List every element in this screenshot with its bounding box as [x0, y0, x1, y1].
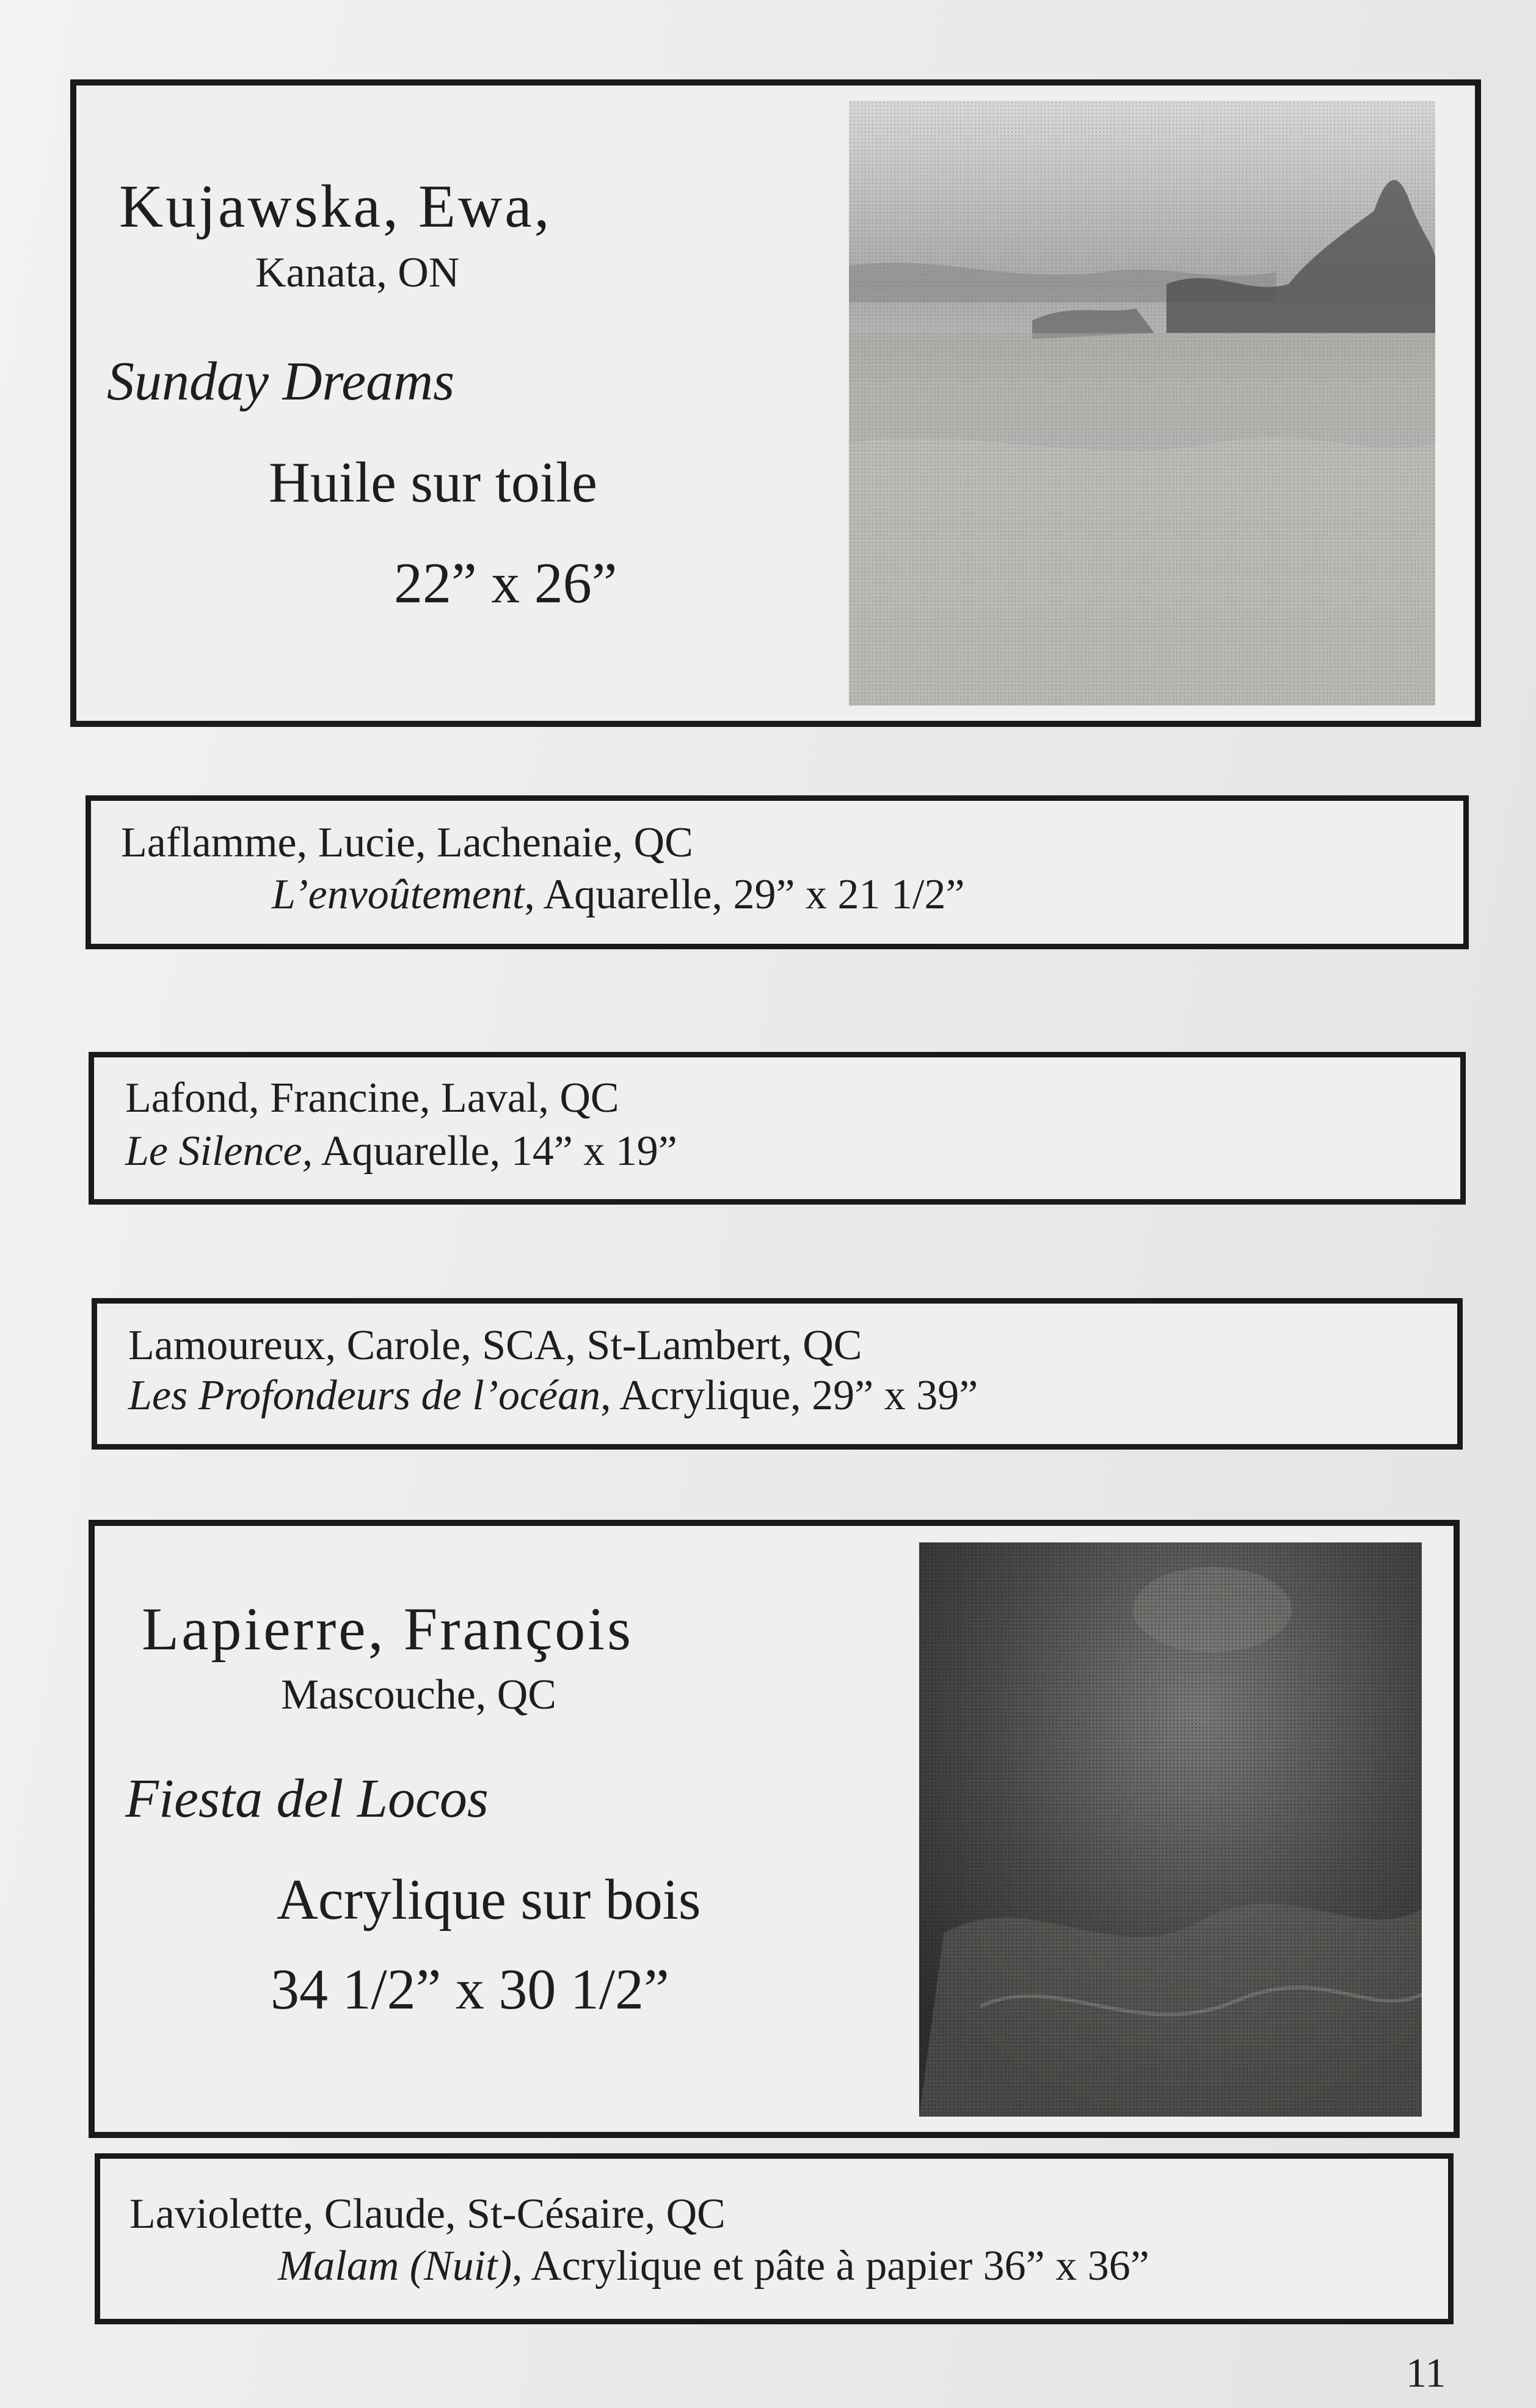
artist-line: Laflamme, Lucie, Lachenaie, QC — [121, 819, 693, 866]
artwork-size: 34 1/2” x 30 1/2” — [271, 1958, 669, 2021]
artwork-details: , Acrylique et pâte à papier 36” x 36” — [512, 2242, 1149, 2289]
artwork-title: Le Silence, — [125, 1128, 313, 1175]
artwork-line — [278, 2242, 1149, 2289]
artwork-title: L’envoûtement — [272, 871, 525, 918]
artwork-medium: Acrylique sur bois — [277, 1868, 701, 1932]
entry-card-laviolette — [95, 2153, 1454, 2324]
artwork-title: Fiesta del Locos — [125, 1768, 489, 1829]
artwork-medium: Huile sur toile — [269, 451, 597, 514]
artist-location: Kanata, ON — [255, 249, 460, 296]
artist-line: Lamoureux, Carole, SCA, St-Lambert, QC — [128, 1322, 862, 1369]
artwork-details: , Aquarelle, 29” x 21 1/2” — [524, 871, 965, 918]
artwork-size: 22” x 26” — [394, 552, 617, 615]
artist-line: Lafond, Francine, Laval, QC — [125, 1074, 619, 1122]
artist-location: Mascouche, QC — [281, 1671, 557, 1718]
artist-name: Kujawska, Ewa, — [119, 172, 552, 240]
artist-line: Laviolette, Claude, St-Césaire, QC — [129, 2191, 726, 2238]
artwork-details: Aquarelle, 14” x 19” — [313, 1128, 677, 1175]
page-number: 11 — [1406, 2349, 1446, 2396]
artwork-line — [125, 1130, 677, 1173]
artwork-details: , Acrylique, 29” x 39” — [600, 1372, 978, 1419]
landscape-painting-image — [849, 101, 1435, 706]
artwork-title: Les Profondeurs de l’océan — [128, 1372, 601, 1419]
artist-name: Lapierre, François — [142, 1595, 634, 1663]
artwork-line — [272, 871, 965, 918]
abstract-painting-image — [919, 1542, 1422, 2117]
artwork-title: Sunday Dreams — [107, 351, 455, 412]
artwork-title: Malam (Nuit) — [278, 2242, 512, 2289]
artwork-line — [128, 1374, 978, 1417]
